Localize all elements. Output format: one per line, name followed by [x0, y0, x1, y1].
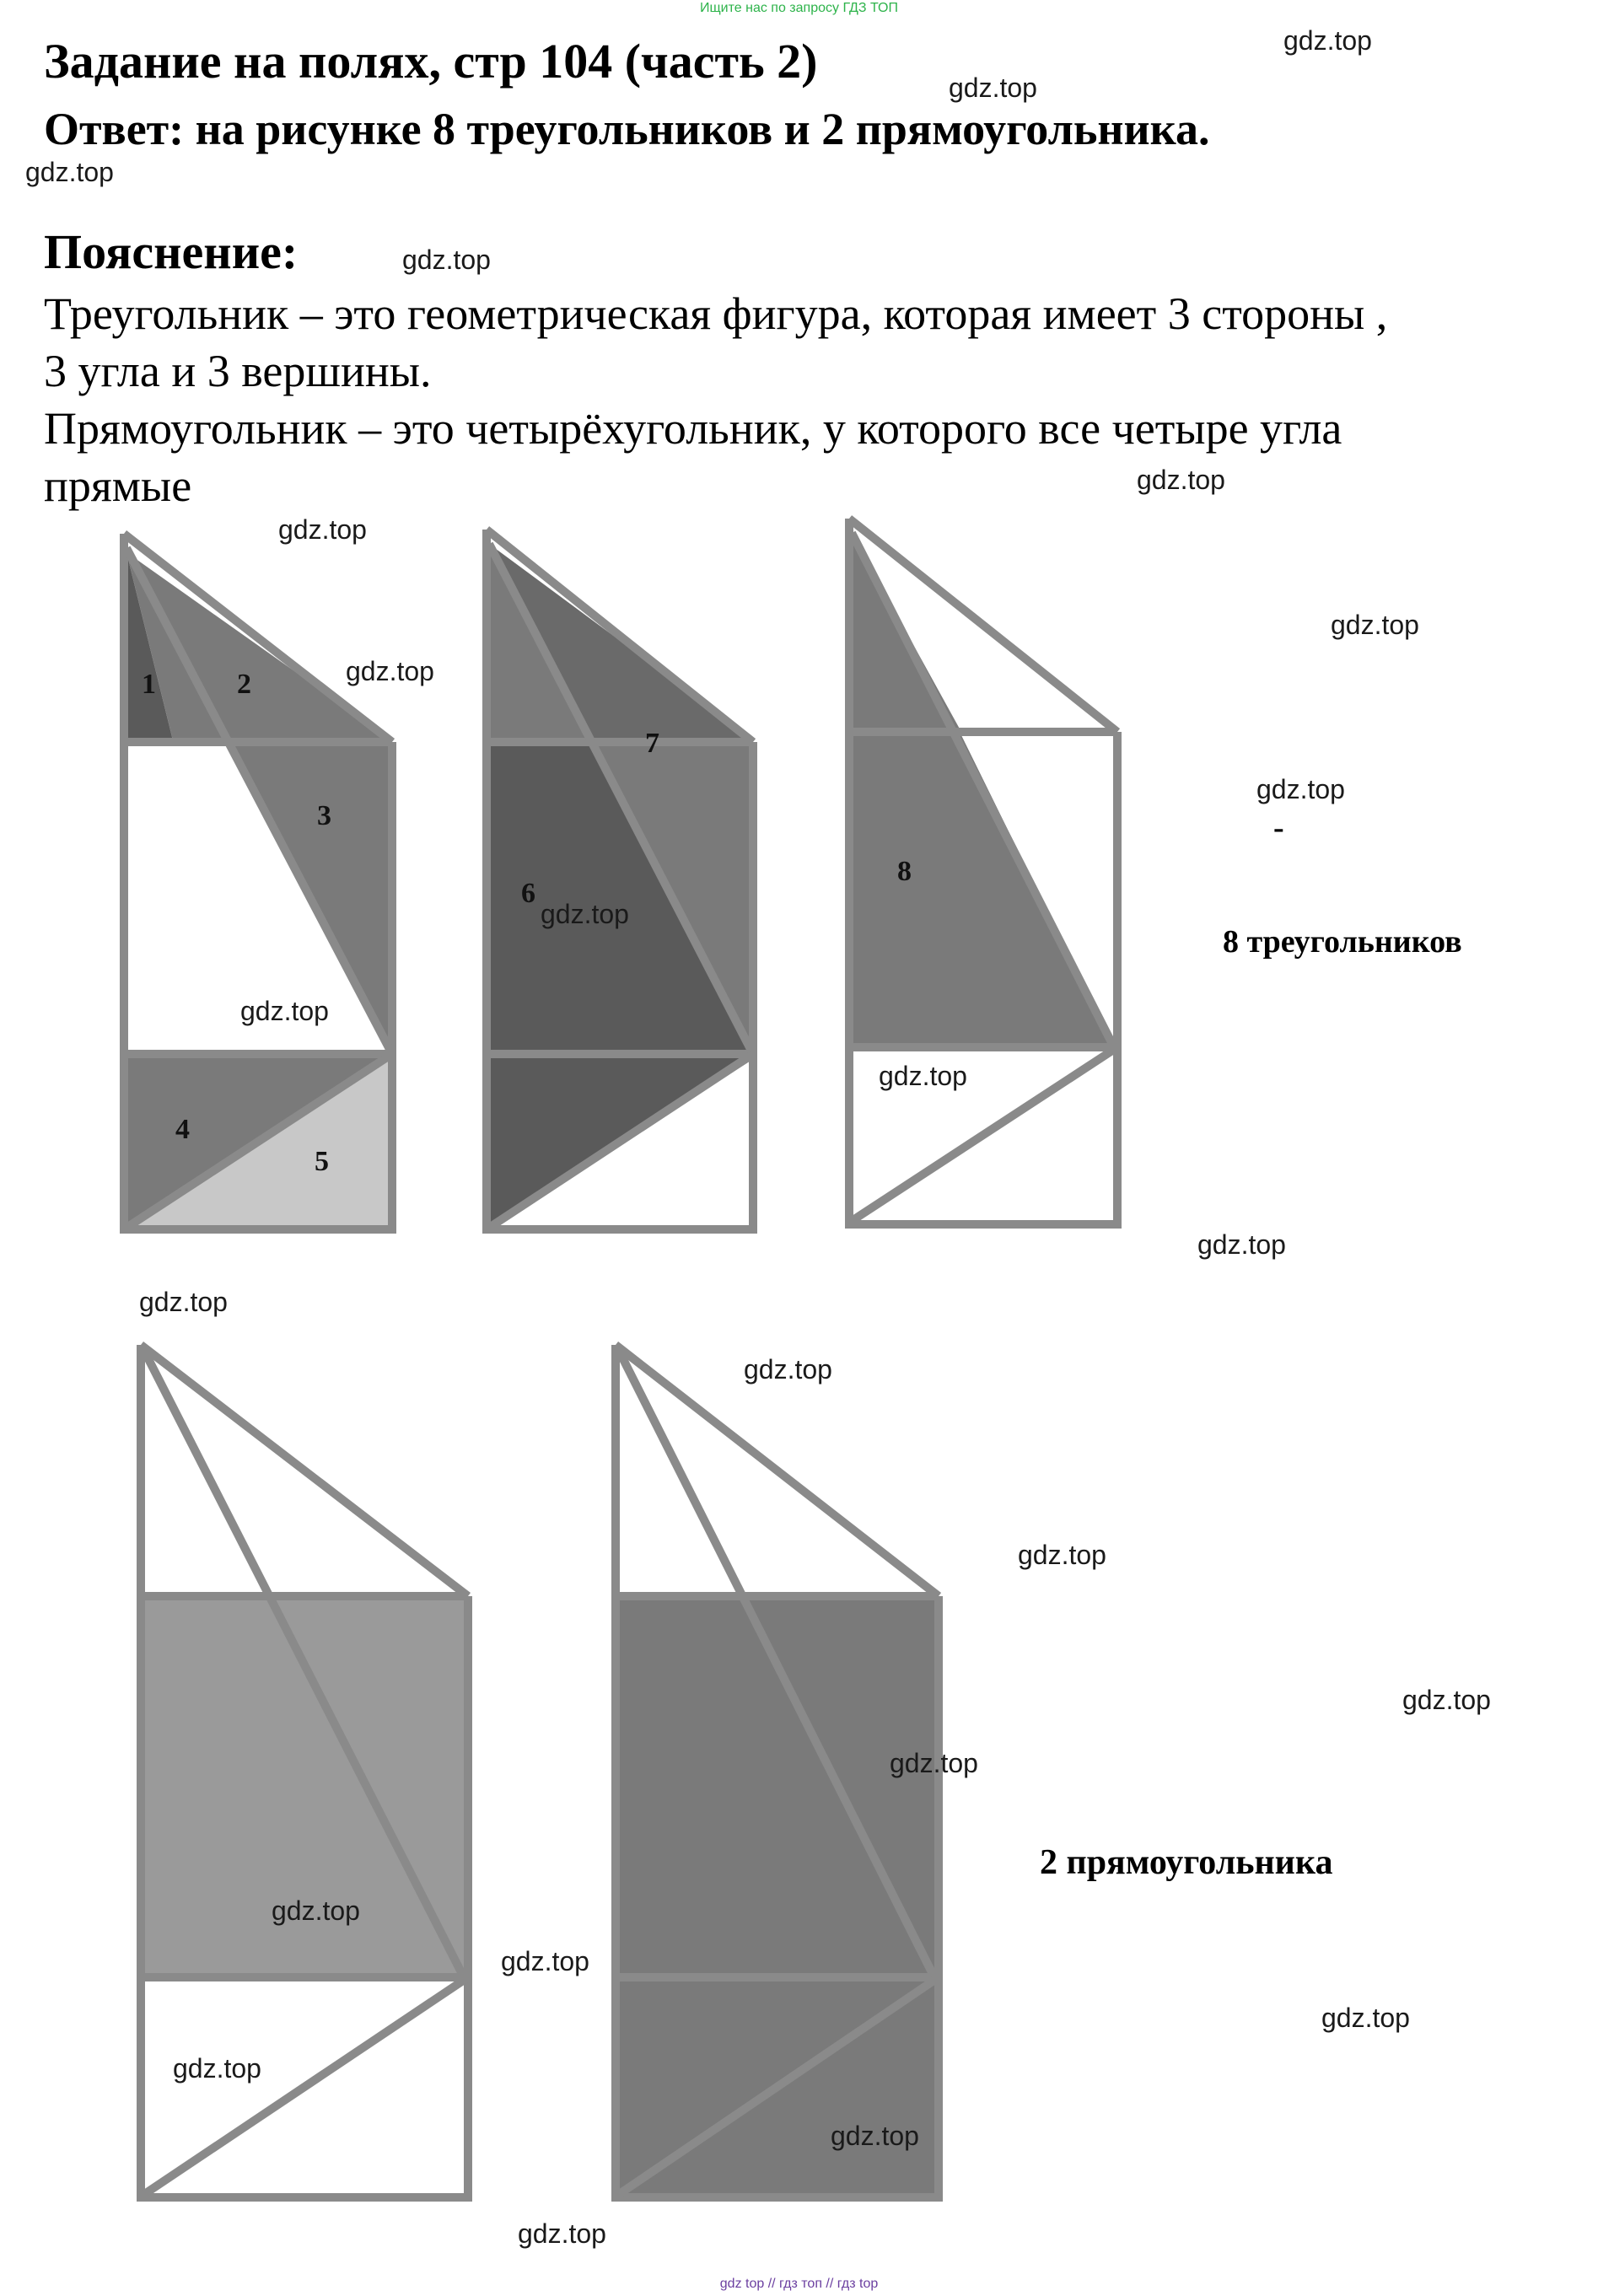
caption-triangles: 8 треугольников: [1223, 924, 1462, 960]
watermark: gdz.top: [272, 1895, 360, 1926]
watermark: gdz.top: [518, 2218, 606, 2249]
watermark: gdz.top: [1283, 25, 1372, 56]
label-7: 7: [645, 728, 659, 759]
label-2: 2: [237, 669, 251, 700]
watermark: gdz.top: [831, 2121, 919, 2151]
label-8: 8: [897, 856, 912, 887]
watermark: gdz.top: [1137, 465, 1225, 495]
top-banner[interactable]: Ищите нас по запросу ГДЗ ТОП: [700, 1, 898, 15]
watermark: gdz.top: [173, 2053, 261, 2084]
watermark: gdz.top: [890, 1748, 978, 1778]
watermark: gdz.top: [1402, 1685, 1491, 1715]
watermark: gdz.top: [1018, 1540, 1106, 1570]
page-title: Задание на полях, стр 104 (часть 2): [44, 34, 818, 89]
answer-text: Ответ: на рисунке 8 треугольников и 2 прямоугольника.: [44, 104, 1210, 154]
watermark: gdz.top: [1256, 774, 1345, 804]
label-1: 1: [142, 669, 156, 700]
watermark: gdz.top: [1331, 610, 1419, 640]
watermark: gdz.top: [25, 157, 114, 187]
watermark: gdz.top: [240, 996, 329, 1026]
explanation-line-4: прямые: [44, 460, 192, 511]
watermark: gdz.top: [744, 1354, 832, 1385]
bottom-banner[interactable]: gdz top // гдз топ // гдз top: [719, 2277, 879, 2291]
label-4: 4: [175, 1114, 190, 1145]
watermark: gdz.top: [1321, 2003, 1410, 2033]
explanation-line-1: Треугольник – это геометрическая фигура, которая имеет 3 стороны ,: [44, 288, 1388, 339]
watermark: gdz.top: [139, 1287, 228, 1317]
label-5: 5: [315, 1146, 329, 1177]
watermark: gdz.top: [879, 1061, 967, 1091]
watermark: gdz.top: [1197, 1229, 1286, 1260]
figure-1-numbered: [124, 534, 392, 1229]
watermark: gdz.top: [346, 656, 434, 686]
explanation-line-3: Прямоугольник – это четырёхугольник, у которого все четыре угла: [44, 403, 1342, 454]
label-6: 6: [521, 878, 535, 909]
watermark: gdz.top: [949, 73, 1037, 103]
label-3: 3: [317, 800, 331, 831]
figure-3-large-triangle: [849, 519, 1117, 1224]
watermark: gdz.top: [541, 899, 629, 929]
caption-rectangles: 2 прямоугольника: [1040, 1843, 1333, 1882]
watermark: gdz.top: [278, 514, 367, 545]
caption-dash: -: [1273, 810, 1284, 846]
figure-2-combined-triangles: [487, 530, 755, 1229]
watermark: gdz.top: [402, 245, 491, 275]
watermark: gdz.top: [501, 1946, 589, 1976]
explanation-heading: Пояснение:: [44, 224, 299, 279]
explanation-line-2: 3 угла и 3 вершины.: [44, 346, 432, 396]
rectangle-2-fill-upper: [620, 1600, 936, 1975]
